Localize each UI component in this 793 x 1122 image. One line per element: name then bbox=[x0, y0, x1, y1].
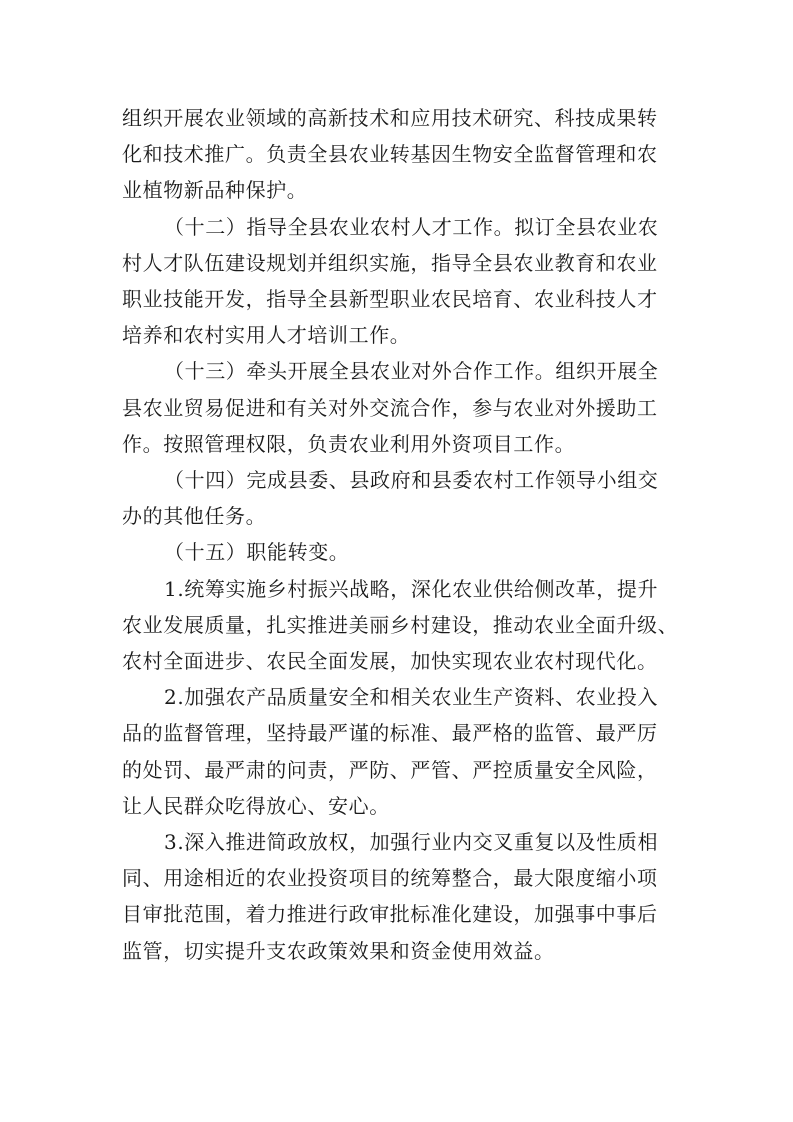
paragraph-item-14 bbox=[122, 462, 674, 534]
text-line: （十三）牵头开展全县农业对外合作工作。组织开展全 bbox=[164, 359, 659, 384]
text-line: 办的其他任务。 bbox=[122, 504, 267, 529]
paragraph-item-15-3 bbox=[122, 824, 674, 969]
text-line: 职业技能开发，指导全县新型职业农民培育、农业科技人才 bbox=[122, 287, 658, 312]
text-line: 监管，切实提升支农政策效果和资金使用效益。 bbox=[122, 938, 555, 963]
text-line: 县农业贸易促进和有关对外交流合作，参与农业对外援助工 bbox=[122, 395, 658, 420]
text-line: 业植物新品种保护。 bbox=[122, 178, 308, 203]
text-line: 品的监督管理，坚持最严谨的标准、最严格的监管、最严厉 bbox=[122, 721, 658, 746]
text-line: （十五）职能转变。 bbox=[164, 540, 350, 565]
text-line: 同、用途相近的农业投资项目的统筹整合，最大限度缩小项 bbox=[122, 866, 658, 891]
text-line: （十四）完成县委、县政府和县委农村工作领导小组交 bbox=[164, 468, 659, 493]
text-line: 作。按照管理权限，负责农业利用外资项目工作。 bbox=[122, 431, 576, 456]
text-line: 目审批范围，着力推进行政审批标准化建设，加强事中事后 bbox=[122, 902, 658, 927]
text-line: 让人民群众吃得放心、安心。 bbox=[122, 793, 390, 818]
text-line: 3.深入推进简政放权，加强行业内交叉重复以及性质相 bbox=[164, 830, 659, 855]
paragraph-item-12 bbox=[122, 209, 674, 354]
text-line: 的处罚、最严肃的问责，严防、严管、严控质量安全风险， bbox=[122, 757, 658, 782]
text-line: 村人才队伍建设规划并组织实施，指导全县农业教育和农业 bbox=[122, 250, 658, 275]
paragraph-item-15 bbox=[122, 534, 674, 570]
text-line: 1.统筹实施乡村振兴战略，深化农业供给侧改革，提升 bbox=[164, 576, 659, 601]
document-body bbox=[122, 100, 679, 969]
text-line: （十二）指导全县农业农村人才工作。拟订全县农业农 bbox=[164, 214, 659, 239]
text-line: 农业发展质量，扎实推进美丽乡村建设，推动农业全面升级、 bbox=[122, 612, 679, 637]
text-line: 化和技术推广。负责全县农业转基因生物安全监督管理和农 bbox=[122, 142, 658, 167]
paragraph-item-13 bbox=[122, 353, 674, 462]
text-line: 组织开展农业领域的高新技术和应用技术研究、科技成果转 bbox=[122, 106, 658, 130]
text-line: 培养和农村实用人才培训工作。 bbox=[122, 323, 411, 348]
text-line: 2.加强农产品质量安全和相关农业生产资料、农业投入 bbox=[164, 685, 659, 710]
paragraph-item-15-2 bbox=[122, 679, 674, 824]
paragraph-item-15-1 bbox=[122, 571, 679, 680]
paragraph-continuation bbox=[122, 100, 674, 209]
text-line: 农村全面进步、农民全面发展，加快实现农业农村现代化。 bbox=[122, 649, 658, 674]
